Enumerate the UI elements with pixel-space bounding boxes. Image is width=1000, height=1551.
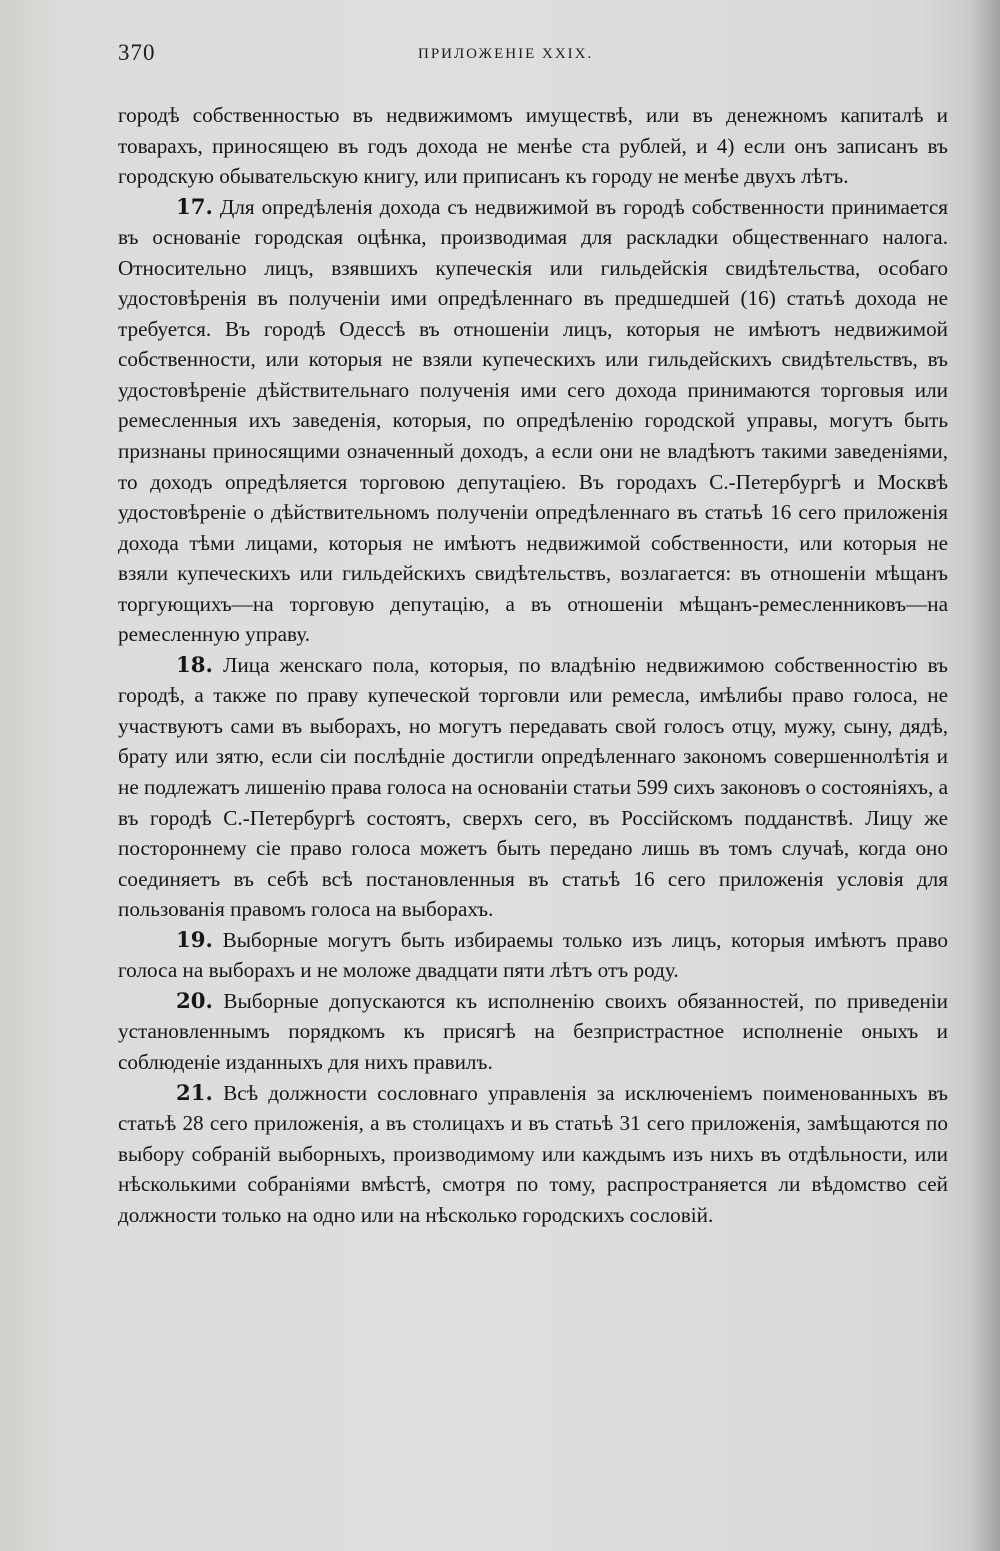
article-19 xyxy=(118,925,948,986)
article-number: 18. xyxy=(176,651,213,677)
paragraph-text: Выборные могутъ быть избираемы только изъ лицъ, которыя имѣютъ право голоса на выборахъ и не моложе двадцати пяти лѣтъ отъ роду. xyxy=(118,927,948,983)
article-number: 20. xyxy=(176,987,213,1013)
paragraph-text: Выборные допускаются къ исполненію своихъ обязанностей, по приведеніи установленнымъ порядкомъ къ присягѣ на безпристрастное исполненіе оныхъ и соблюденіе изданныхъ для нихъ правилъ. xyxy=(118,988,949,1074)
body-text xyxy=(118,100,948,1230)
running-head: ПРИЛОЖЕНІЕ XXIX. xyxy=(418,46,594,62)
article-number: 17. xyxy=(176,193,213,219)
article-20 xyxy=(118,986,948,1078)
article-17 xyxy=(118,192,948,650)
article-21 xyxy=(118,1078,948,1231)
page-header xyxy=(118,40,948,80)
article-18 xyxy=(118,650,948,925)
article-number: 21. xyxy=(176,1079,213,1105)
paragraph-text: Всѣ должности сословнаго управленія за исключеніемъ поименованныхъ въ статьѣ 28 сего приложенія, а въ столицахъ и въ статьѣ 31 сего приложенія, замѣщаются по выбору собраній выборныхъ, производимому или каждымъ изъ нихъ въ отдѣльности, или нѣсколькими собраніями вмѣстѣ, смотря по тому, распространяется ли вѣдомство сей должности только на одно или на нѣсколько городскихъ сословій. xyxy=(118,1080,949,1227)
paragraph-text: городѣ собственностью въ недвижимомъ имуществѣ, или въ денежномъ капиталѣ и товарахъ, приносящею въ годъ дохода не менѣе ста рублей, и 4) если онъ записанъ въ городскую обывательскую книгу, или приписанъ къ городу не менѣе двухъ лѣтъ. xyxy=(118,103,948,189)
page-edge-shadow xyxy=(970,0,1000,1551)
page-number: 370 xyxy=(118,40,156,65)
paragraph-text: Для опредѣленія дохода съ недвижимой въ городѣ собственности принимается въ основаніе городская оцѣнка, производимая для раскладки общественнаго налога. Относительно лицъ, взявшихъ купеческія или гильдейскія свидѣтельства, особаго удостовѣренія въ полученіи ими опредѣленнаго въ предшедшей (16) статьѣ дохода не требуется. Въ городѣ Одессѣ въ отношеніи лицъ, которыя не имѣютъ недвижимой собственности, или которыя не взяли купеческихъ или гильдейскихъ свидѣтельствъ, въ удостовѣреніе дѣйствительнаго полученія ими сего дохода принимаются торговыя или ремесленныя ихъ заведенія, которыя, по опредѣленію городской управы, могутъ быть признаны приносящими означенный доходъ, а если они не владѣютъ такими заведеніями, то доходъ опредѣляется торговою депутаціею. Въ городахъ С.-Петербургѣ и Москвѣ удостовѣреніе о дѣйствительномъ полученіи опредѣленнаго въ статьѣ 16 сего приложенія дохода тѣми лицами, которыя не имѣютъ недвижимой собственности, или которыя не взяли купеческихъ или гильдейскихъ свидѣтельствъ, возлагается: въ отношеніи мѣщанъ торгующихъ—на торговую депутацію, а въ отношеніи мѣщанъ-ремесленниковъ—на ремесленную управу. xyxy=(118,194,948,647)
paragraph-continuation xyxy=(118,100,948,192)
article-number: 19. xyxy=(176,926,213,952)
paragraph-text: Лица женскаго пола, которыя, по владѣнію недвижимою собственностію въ городѣ, а также по праву купеческой торговли или ремесла, имѣлибы право голоса, не участвуютъ сами въ выборахъ, но могутъ передавать свой голосъ отцу, мужу, сыну, дядѣ, брату или зятю, если сіи послѣдніе достигли опредѣленнаго закономъ совершеннолѣтія и не подлежатъ лишенію права голоса на основаніи статьи 599 сихъ законовъ о состояніяхъ, а въ городѣ С.-Петербургѣ состоятъ, сверхъ сего, въ Россійскомъ подданствѣ. Лицу же постороннему сіе право голоса можетъ быть передано лишь въ томъ случаѣ, когда оно соединяетъ въ себѣ всѣ постановленныя въ статьѣ 16 сего приложенія условія для пользованія правомъ голоса на выборахъ. xyxy=(118,652,949,922)
